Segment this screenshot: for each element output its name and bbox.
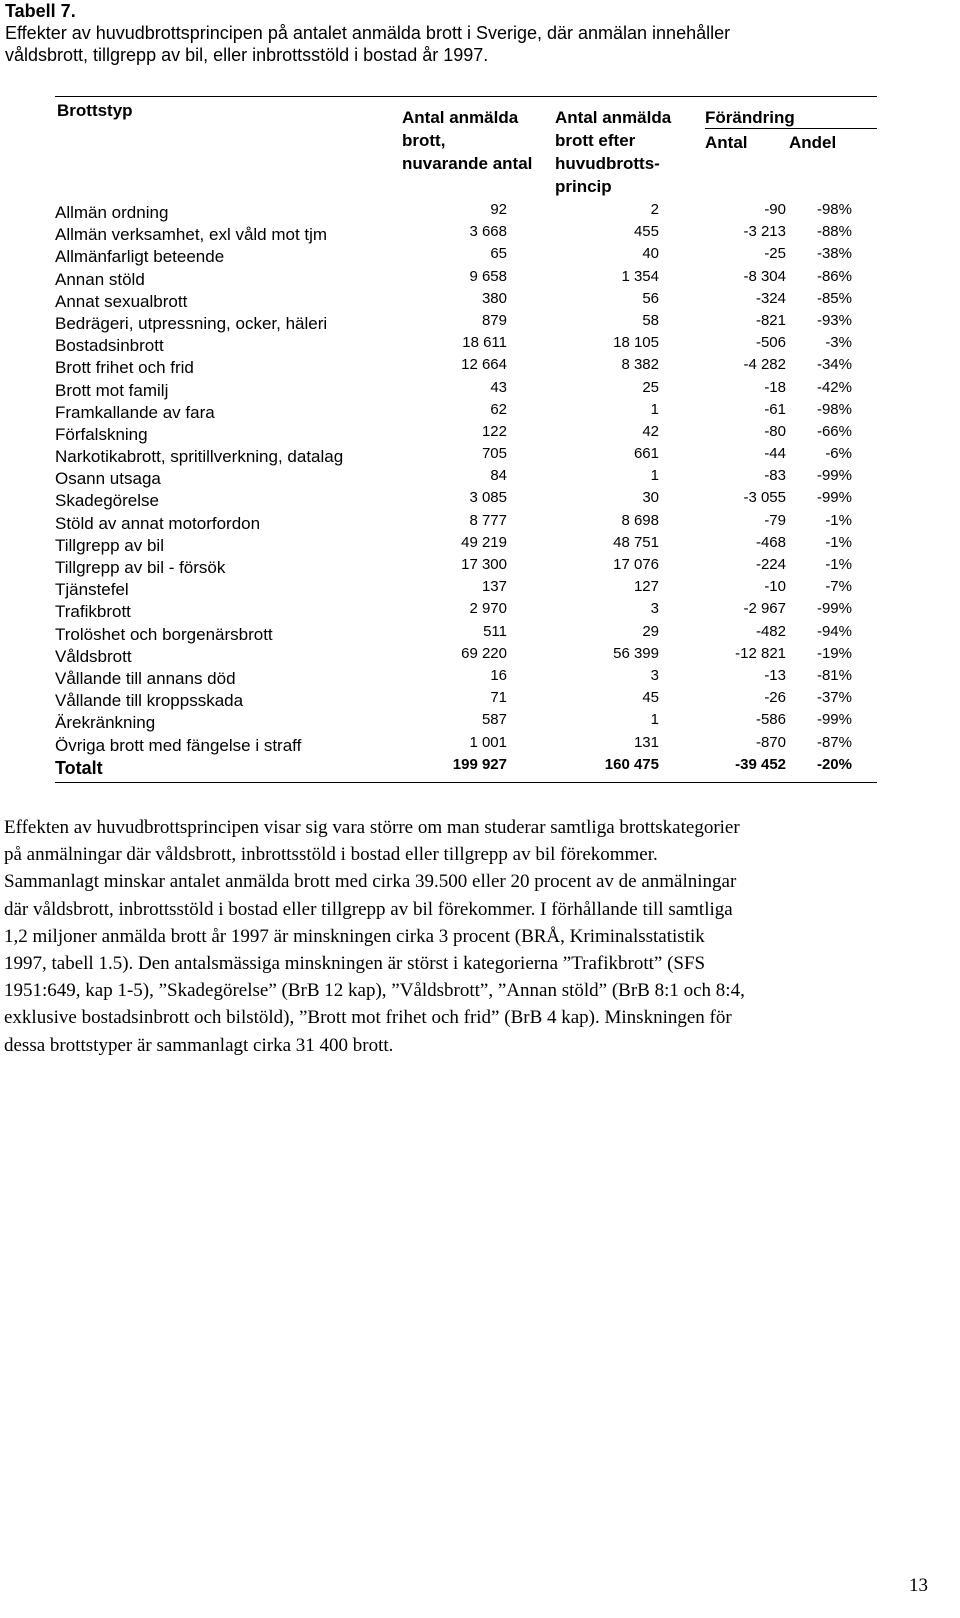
cell-antal-efter: 160 475 <box>604 755 659 773</box>
cell-antal-nuvarande: 2 970 <box>469 600 507 618</box>
cell-antal-nuvarande: 3 085 <box>469 489 507 507</box>
cell-antal-efter: 45 <box>642 689 659 707</box>
table-row <box>55 512 877 534</box>
caption-line: våldsbrott, tillgrepp av bil, eller inbrottsstöld i bostad år 1997. <box>5 45 489 65</box>
cell-forandring-antal: -224 <box>755 556 786 573</box>
cell-forandring-antal: -13 <box>764 666 786 684</box>
table-row <box>55 245 877 267</box>
paragraph-line: Sammanlagt minskar antalet anmälda brott med cirka 39.500 eller 20 procent av de anmälningar <box>4 871 737 893</box>
cell-forandring-antal: -3 055 <box>743 489 786 507</box>
cell-forandring-antal: -468 <box>755 533 786 551</box>
table-row <box>55 201 877 223</box>
header-line: nuvarande antal <box>402 154 533 173</box>
row-name: Tjänstefel <box>55 580 129 600</box>
cell-forandring-andel: -3% <box>825 334 852 352</box>
table-row <box>55 623 877 645</box>
table-row <box>55 689 877 711</box>
cell-forandring-antal: -80 <box>764 422 786 440</box>
cell-antal-efter: 56 <box>642 289 659 307</box>
caption-line: Effekter av huvudbrottsprincipen på antalet anmälda brott i Sverige, där anmälan innehåller <box>5 23 731 43</box>
cell-antal-efter: 3 <box>650 666 659 684</box>
cell-antal-nuvarande: 18 611 <box>462 334 507 352</box>
header-forandring: Förändring <box>705 108 795 127</box>
table-row <box>55 290 877 312</box>
row-name: Osann utsaga <box>55 469 161 489</box>
cell-forandring-antal: -821 <box>755 311 786 329</box>
paragraph-line: 1951:649, kap 1-5), ”Skadegörelse” (BrB 12 kap), ”Våldsbrott”, ”Annan stöld” (BrB 8:1 och 8:4, <box>4 980 745 1002</box>
cell-forandring-antal: -8 304 <box>743 267 786 285</box>
cell-forandring-antal: -44 <box>764 445 786 463</box>
row-name: Annat sexualbrott <box>55 291 188 311</box>
cell-antal-nuvarande: 92 <box>490 201 507 218</box>
row-name: Bostadsinbrott <box>55 336 164 356</box>
cell-antal-nuvarande: 879 <box>481 311 507 329</box>
table-caption <box>5 0 945 66</box>
table-row <box>55 600 877 622</box>
cell-antal-nuvarande: 17 300 <box>461 556 507 573</box>
cell-antal-nuvarande: 8 777 <box>469 511 507 529</box>
row-name: Vållande till annans död <box>55 668 236 688</box>
cell-forandring-andel: -66% <box>816 422 852 440</box>
table-total-row <box>55 756 877 778</box>
row-name: Skadegörelse <box>55 491 159 511</box>
cell-antal-efter: 455 <box>633 223 659 241</box>
cell-forandring-andel: -38% <box>816 245 852 263</box>
header-antal: Antal <box>705 133 748 152</box>
paragraph-line: Effekten av huvudbrottsprincipen visar sig vara större om man studerar samtliga brottskategorier <box>4 817 740 838</box>
cell-forandring-antal: -79 <box>764 511 786 529</box>
header-line: huvudbrotts- <box>555 154 660 173</box>
table-row <box>55 534 877 556</box>
table-row <box>55 734 877 756</box>
table-row <box>55 578 877 600</box>
cell-forandring-antal: -324 <box>755 289 786 307</box>
header-antal-anmalda-efter <box>555 106 671 198</box>
cell-forandring-andel: -99% <box>816 489 852 507</box>
table-row <box>55 268 877 290</box>
cell-antal-efter: 25 <box>642 378 659 396</box>
table-row <box>55 312 877 334</box>
cell-antal-efter: 3 <box>650 600 659 618</box>
cell-forandring-andel: -1% <box>825 511 852 529</box>
cell-antal-nuvarande: 84 <box>490 467 507 485</box>
table-body <box>55 201 877 778</box>
row-name: Allmän verksamhet, exl våld mot tjm <box>55 225 328 245</box>
cell-antal-nuvarande: 705 <box>481 445 507 463</box>
cell-antal-efter: 1 <box>650 400 659 418</box>
cell-antal-efter: 127 <box>633 578 659 596</box>
cell-forandring-antal: -90 <box>764 201 786 218</box>
cell-forandring-andel: -6% <box>825 445 852 463</box>
row-name: Brott frihet och frid <box>55 358 194 378</box>
cell-antal-efter: 29 <box>642 622 659 640</box>
row-name: Narkotikabrott, spritillverkning, datalag <box>55 447 344 467</box>
header-antal-anmalda-nuvarande <box>402 106 532 175</box>
page-number: 13 <box>909 1575 928 1596</box>
paragraph-line: 1,2 miljoner anmälda brott år 1997 är minskningen cirka 3 procent (BRÅ, Kriminalsstatistik <box>4 925 705 947</box>
cell-antal-nuvarande: 1 001 <box>469 733 507 751</box>
cell-forandring-andel: -99% <box>816 467 852 485</box>
cell-forandring-andel: -99% <box>816 600 852 618</box>
cell-forandring-antal: -4 282 <box>743 356 786 374</box>
cell-antal-nuvarande: 587 <box>481 711 507 729</box>
paragraph-line: 1997, tabell 1.5). Den antalsmässiga minskningen är störst i kategorierna ”Trafikbrott” (SFS <box>4 953 706 975</box>
header-line: princip <box>555 177 612 196</box>
cell-forandring-andel: -34% <box>816 356 852 374</box>
cell-forandring-antal: -506 <box>755 334 786 352</box>
cell-antal-efter: 131 <box>633 733 659 751</box>
cell-antal-efter: 42 <box>642 422 659 440</box>
header-line: brott, <box>402 131 446 150</box>
row-name: Totalt <box>55 757 103 778</box>
cell-antal-efter: 8 382 <box>621 356 659 374</box>
paragraph-line: exklusive bostadsinbrott och bilstöld), ”Brott mot frihet och frid” (BrB 4 kap). Minskningen för <box>4 1007 732 1029</box>
row-name: Vållande till kroppsskada <box>55 691 244 711</box>
cell-antal-nuvarande: 511 <box>483 622 507 640</box>
cell-antal-efter: 30 <box>642 489 659 507</box>
cell-forandring-antal: -3 213 <box>743 223 786 241</box>
cell-antal-nuvarande: 380 <box>481 289 507 307</box>
cell-forandring-andel: -94% <box>816 622 852 640</box>
cell-forandring-andel: -87% <box>816 733 852 751</box>
cell-antal-efter: 2 <box>650 201 659 218</box>
row-name: Våldsbrott <box>55 646 132 666</box>
cell-forandring-andel: -37% <box>816 689 852 707</box>
table-row <box>55 667 877 689</box>
cell-antal-efter: 1 <box>650 467 659 485</box>
row-name: Annan stöld <box>55 269 145 289</box>
row-name: Framkallande av fara <box>55 402 215 422</box>
cell-antal-efter: 18 105 <box>613 334 659 352</box>
cell-forandring-andel: -88% <box>816 223 852 241</box>
caption-label: Tabell 7. <box>5 1 76 21</box>
cell-forandring-andel: -19% <box>816 644 852 662</box>
cell-antal-nuvarande: 3 668 <box>469 223 507 241</box>
cell-antal-nuvarande: 9 658 <box>469 267 507 285</box>
cell-forandring-antal: -18 <box>764 378 786 396</box>
cell-antal-efter: 661 <box>633 445 659 463</box>
cell-forandring-antal: -2 967 <box>743 600 786 618</box>
header-andel: Andel <box>789 133 837 152</box>
row-name: Brott mot familj <box>55 380 169 400</box>
row-name: Ärekränkning <box>55 713 156 733</box>
row-name: Allmän ordning <box>55 203 169 222</box>
paragraph-line: på anmälningar där våldsbrott, inbrottsstöld i bostad eller tillgrepp av bil förekommer. <box>4 844 658 866</box>
table-row <box>55 445 877 467</box>
row-name: Övriga brott med fängelse i straff <box>55 735 302 755</box>
table-row <box>55 356 877 378</box>
cell-antal-efter: 48 751 <box>613 533 659 551</box>
cell-forandring-andel: -7% <box>825 578 852 596</box>
cell-antal-nuvarande: 71 <box>490 689 507 707</box>
header-line: Antal anmälda <box>555 108 672 127</box>
cell-antal-efter: 8 698 <box>621 511 659 529</box>
cell-antal-efter: 40 <box>642 245 659 263</box>
table-row <box>55 334 877 356</box>
header-line: brott efter <box>555 131 636 150</box>
cell-forandring-andel: -20% <box>816 755 852 773</box>
cell-antal-nuvarande: 65 <box>490 245 507 263</box>
body-paragraph <box>4 814 944 1059</box>
cell-antal-efter: 58 <box>642 311 659 329</box>
table-bottom-rule <box>55 782 877 783</box>
row-name: Tillgrepp av bil - försök <box>55 558 226 577</box>
cell-forandring-antal: -83 <box>764 467 786 485</box>
table-row <box>55 556 877 578</box>
table-row <box>55 401 877 423</box>
cell-antal-efter: 56 399 <box>613 644 659 662</box>
cell-forandring-andel: -99% <box>816 711 852 729</box>
header-line: Antal anmälda <box>402 108 519 127</box>
cell-forandring-andel: -42% <box>816 378 852 396</box>
cell-forandring-andel: -1% <box>825 556 852 573</box>
table-row <box>55 645 877 667</box>
cell-antal-nuvarande: 199 927 <box>452 755 507 773</box>
cell-antal-efter: 17 076 <box>613 556 659 573</box>
table-row <box>55 467 877 489</box>
cell-forandring-antal: -25 <box>764 245 786 263</box>
cell-forandring-antal: -26 <box>764 689 786 707</box>
header-brottstyp: Brottstyp <box>57 101 133 120</box>
cell-antal-nuvarande: 69 220 <box>461 644 507 662</box>
cell-antal-nuvarande: 43 <box>490 378 507 396</box>
row-name: Trolöshet och borgenärsbrott <box>55 624 273 644</box>
cell-antal-nuvarande: 137 <box>481 578 507 596</box>
cell-antal-efter: 1 <box>650 711 659 729</box>
cell-antal-efter: 1 354 <box>621 267 659 285</box>
cell-forandring-andel: -81% <box>816 666 852 684</box>
cell-antal-nuvarande: 12 664 <box>461 356 507 374</box>
table-row <box>55 489 877 511</box>
cell-forandring-andel: -86% <box>816 267 852 285</box>
row-name: Stöld av annat motorfordon <box>55 513 261 533</box>
table-row <box>55 423 877 445</box>
table-row <box>55 379 877 401</box>
paragraph-line: där våldsbrott, inbrottsstöld i bostad eller tillgrepp av bil förekommer. I förhållande till samtliga <box>4 898 733 920</box>
cell-forandring-antal: -12 821 <box>735 644 786 662</box>
cell-antal-nuvarande: 16 <box>490 666 507 684</box>
cell-forandring-andel: -98% <box>816 201 852 218</box>
cell-forandring-antal: -39 452 <box>735 755 786 773</box>
table-top-rule <box>55 96 877 97</box>
row-name: Bedrägeri, utpressning, ocker, häleri <box>55 313 328 333</box>
cell-forandring-antal: -482 <box>755 622 786 640</box>
cell-antal-nuvarande: 49 219 <box>461 533 507 551</box>
cell-antal-nuvarande: 122 <box>481 422 507 440</box>
cell-forandring-antal: -870 <box>755 733 786 751</box>
cell-forandring-antal: -61 <box>764 400 786 418</box>
cell-forandring-andel: -1% <box>825 533 852 551</box>
row-name: Tillgrepp av bil <box>55 535 164 555</box>
cell-forandring-andel: -98% <box>816 400 852 418</box>
table-row <box>55 711 877 733</box>
row-name: Allmänfarligt beteende <box>55 247 225 267</box>
row-name: Trafikbrott <box>55 602 131 622</box>
paragraph-line: dessa brottstyper är sammanlagt cirka 31 400 brott. <box>4 1034 394 1056</box>
table-row <box>55 223 877 245</box>
cell-forandring-antal: -586 <box>755 711 786 729</box>
row-name: Förfalskning <box>55 424 148 444</box>
cell-forandring-antal: -10 <box>764 578 786 596</box>
cell-forandring-andel: -85% <box>816 289 852 307</box>
cell-antal-nuvarande: 62 <box>490 400 507 418</box>
cell-forandring-andel: -93% <box>816 311 852 329</box>
